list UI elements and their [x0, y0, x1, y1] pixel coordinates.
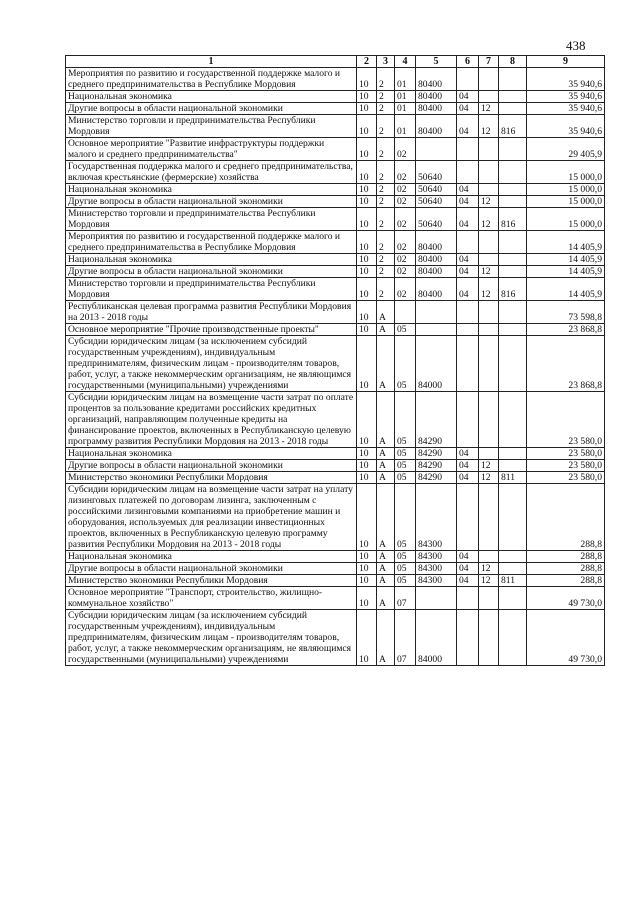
row-code-2: 2: [377, 161, 395, 184]
table-row: [66, 460, 605, 472]
row-code-1: 10: [357, 336, 377, 392]
row-code-3: 05: [395, 460, 416, 472]
row-code-2: 2: [377, 115, 395, 138]
row-code-2: А: [377, 301, 395, 324]
row-section: 04: [457, 278, 479, 301]
row-amount: 35 940,6: [527, 103, 605, 115]
table-row: [66, 278, 605, 301]
row-amount: 14 405,9: [527, 254, 605, 266]
row-name: Другие вопросы в области национальной экономики: [66, 266, 357, 278]
row-section: [457, 484, 479, 551]
row-code-1: 10: [357, 254, 377, 266]
row-code-3: 05: [395, 392, 416, 448]
row-code-4: 80400: [416, 91, 457, 103]
row-amount: 23 580,0: [527, 472, 605, 484]
row-subsection: [479, 184, 499, 196]
table-row: [66, 484, 605, 551]
row-code-3: 02: [395, 196, 416, 208]
row-name: Субсидии юридическим лицам (за исключением субсидий государственным учреждениям), индивидуальным предпринимателям, физическим лицам - производителям товаров, работ, услуг, а также некоммерческим организациям, не являющимся государственными (муниципальными) учреждениями: [66, 336, 357, 392]
row-subsection: [479, 324, 499, 336]
row-amount: 29 405,9: [527, 138, 605, 161]
row-amount: 15 000,0: [527, 196, 605, 208]
row-section: 04: [457, 551, 479, 563]
row-code-2: А: [377, 460, 395, 472]
column-header: 1: [66, 56, 357, 68]
column-header: 2: [357, 56, 377, 68]
row-name: Министерство торговли и предпринимательства Республики Мордовия: [66, 278, 357, 301]
row-code-1: 10: [357, 587, 377, 610]
row-name: Республиканская целевая программа развития Республики Мордовия на 2013 - 2018 годы: [66, 301, 357, 324]
table-row: [66, 91, 605, 103]
table-body: [66, 68, 605, 666]
row-code-1: 10: [357, 266, 377, 278]
row-amount: 73 598,8: [527, 301, 605, 324]
row-code-2: А: [377, 472, 395, 484]
row-ministry: [499, 448, 527, 460]
row-ministry: 816: [499, 208, 527, 231]
row-section: 04: [457, 196, 479, 208]
row-ministry: [499, 610, 527, 666]
row-code-3: 01: [395, 103, 416, 115]
row-amount: 35 940,6: [527, 115, 605, 138]
row-code-3: 01: [395, 68, 416, 91]
row-code-1: 10: [357, 460, 377, 472]
row-code-1: 10: [357, 138, 377, 161]
row-code-3: 05: [395, 551, 416, 563]
row-ministry: [499, 196, 527, 208]
column-header: 7: [479, 56, 499, 68]
table-row: [66, 301, 605, 324]
row-code-4: 84300: [416, 575, 457, 587]
row-code-1: 10: [357, 301, 377, 324]
row-code-4: 50640: [416, 196, 457, 208]
row-section: 04: [457, 103, 479, 115]
row-code-3: 02: [395, 184, 416, 196]
row-amount: 35 940,6: [527, 68, 605, 91]
row-section: [457, 324, 479, 336]
row-name: Министерство экономики Республики Мордовия: [66, 472, 357, 484]
table-row: [66, 448, 605, 460]
row-subsection: [479, 301, 499, 324]
row-amount: 23 580,0: [527, 448, 605, 460]
row-subsection: [479, 91, 499, 103]
row-code-2: 2: [377, 231, 395, 254]
row-code-1: 10: [357, 196, 377, 208]
row-ministry: [499, 231, 527, 254]
row-code-3: 02: [395, 278, 416, 301]
row-subsection: [479, 161, 499, 184]
row-subsection: 12: [479, 278, 499, 301]
row-code-3: 02: [395, 254, 416, 266]
row-amount: 49 730,0: [527, 587, 605, 610]
row-subsection: [479, 587, 499, 610]
row-ministry: 811: [499, 575, 527, 587]
row-code-4: 84290: [416, 392, 457, 448]
table-row: [66, 196, 605, 208]
row-code-4: 50640: [416, 184, 457, 196]
row-ministry: [499, 460, 527, 472]
row-code-1: 10: [357, 563, 377, 575]
row-subsection: [479, 484, 499, 551]
row-amount: 288,8: [527, 575, 605, 587]
row-ministry: [499, 551, 527, 563]
row-code-3: [395, 301, 416, 324]
row-name: Другие вопросы в области национальной экономики: [66, 196, 357, 208]
row-code-4: 80400: [416, 254, 457, 266]
row-ministry: 816: [499, 278, 527, 301]
row-ministry: [499, 184, 527, 196]
row-section: 04: [457, 563, 479, 575]
row-section: [457, 587, 479, 610]
row-subsection: [479, 392, 499, 448]
row-code-4: 84290: [416, 460, 457, 472]
row-code-3: 05: [395, 324, 416, 336]
row-name: Основное мероприятие "Транспорт, строительство, жилищно-коммунальное хозяйство": [66, 587, 357, 610]
row-code-2: 2: [377, 91, 395, 103]
row-ministry: [499, 266, 527, 278]
table-row: [66, 103, 605, 115]
row-section: [457, 336, 479, 392]
row-ministry: [499, 324, 527, 336]
table-row: [66, 392, 605, 448]
row-code-2: А: [377, 448, 395, 460]
row-code-2: А: [377, 336, 395, 392]
row-code-1: 10: [357, 278, 377, 301]
row-subsection: [479, 610, 499, 666]
table-row: [66, 472, 605, 484]
row-name: Национальная экономика: [66, 448, 357, 460]
row-ministry: 811: [499, 472, 527, 484]
row-code-3: 05: [395, 448, 416, 460]
row-code-4: 80400: [416, 115, 457, 138]
row-ministry: [499, 301, 527, 324]
row-amount: 15 000,0: [527, 184, 605, 196]
row-section: 04: [457, 254, 479, 266]
row-section: 04: [457, 115, 479, 138]
table-header-row: [66, 56, 605, 68]
row-name: Национальная экономика: [66, 254, 357, 266]
row-section: 04: [457, 448, 479, 460]
row-section: 04: [457, 266, 479, 278]
column-header: 8: [499, 56, 527, 68]
row-code-1: 10: [357, 231, 377, 254]
row-code-2: А: [377, 587, 395, 610]
row-subsection: [479, 231, 499, 254]
row-subsection: 12: [479, 460, 499, 472]
row-code-1: 10: [357, 68, 377, 91]
row-name: Национальная экономика: [66, 91, 357, 103]
table-row: [66, 254, 605, 266]
row-amount: 288,8: [527, 563, 605, 575]
row-subsection: [479, 448, 499, 460]
row-amount: 23 580,0: [527, 392, 605, 448]
row-ministry: [499, 587, 527, 610]
row-code-1: 10: [357, 575, 377, 587]
table-row: [66, 161, 605, 184]
budget-table: [65, 55, 605, 666]
table-row: [66, 208, 605, 231]
row-amount: 23 868,8: [527, 324, 605, 336]
row-code-4: 80400: [416, 266, 457, 278]
row-code-2: 2: [377, 138, 395, 161]
row-ministry: [499, 103, 527, 115]
row-name: Мероприятия по развитию и государственной поддержке малого и среднего предпринимательства в Республике Мордовия: [66, 231, 357, 254]
table-row: [66, 68, 605, 91]
row-code-1: 10: [357, 184, 377, 196]
row-code-3: 01: [395, 91, 416, 103]
row-code-4: 84300: [416, 484, 457, 551]
row-section: 04: [457, 91, 479, 103]
row-code-1: 10: [357, 551, 377, 563]
row-section: [457, 231, 479, 254]
row-subsection: [479, 336, 499, 392]
column-header: 4: [395, 56, 416, 68]
row-code-1: 10: [357, 484, 377, 551]
row-code-1: 10: [357, 472, 377, 484]
row-name: Субсидии юридическим лицам на возмещение части затрат по оплате процентов за пользование кредитами российских кредитных организаций, направляющим полученные кредиты на финансирование проектов, включенных в Республиканскую целевую программу развития Республики Мордовия на 2013 - 2018 годы: [66, 392, 357, 448]
row-code-1: 10: [357, 392, 377, 448]
row-code-3: 02: [395, 208, 416, 231]
row-code-1: 10: [357, 448, 377, 460]
row-code-4: 84000: [416, 610, 457, 666]
row-code-4: 84300: [416, 551, 457, 563]
row-code-4: [416, 301, 457, 324]
row-code-2: А: [377, 563, 395, 575]
row-code-2: 2: [377, 196, 395, 208]
row-subsection: [479, 254, 499, 266]
row-code-2: А: [377, 392, 395, 448]
row-amount: 49 730,0: [527, 610, 605, 666]
row-code-3: 02: [395, 231, 416, 254]
row-code-4: 84290: [416, 448, 457, 460]
row-ministry: [499, 563, 527, 575]
row-name: Министерство экономики Республики Мордовия: [66, 575, 357, 587]
row-subsection: 12: [479, 266, 499, 278]
row-code-2: 2: [377, 103, 395, 115]
table-row: [66, 184, 605, 196]
row-code-3: 02: [395, 138, 416, 161]
row-amount: 23 580,0: [527, 460, 605, 472]
row-amount: 23 868,8: [527, 336, 605, 392]
row-code-3: 02: [395, 161, 416, 184]
row-code-2: А: [377, 575, 395, 587]
row-code-1: 10: [357, 103, 377, 115]
row-code-2: 2: [377, 184, 395, 196]
row-name: Министерство торговли и предпринимательства Республики Мордовия: [66, 115, 357, 138]
row-amount: 14 405,9: [527, 231, 605, 254]
row-code-3: 05: [395, 575, 416, 587]
row-section: [457, 68, 479, 91]
row-code-2: А: [377, 610, 395, 666]
row-subsection: 12: [479, 103, 499, 115]
row-amount: 14 405,9: [527, 266, 605, 278]
row-code-2: 2: [377, 68, 395, 91]
row-code-1: 10: [357, 324, 377, 336]
row-code-1: 10: [357, 208, 377, 231]
row-section: 04: [457, 184, 479, 196]
table-row: [66, 575, 605, 587]
row-name: Министерство торговли и предпринимательства Республики Мордовия: [66, 208, 357, 231]
row-code-4: [416, 324, 457, 336]
row-subsection: 12: [479, 196, 499, 208]
row-code-4: 84000: [416, 336, 457, 392]
row-section: 04: [457, 208, 479, 231]
row-amount: 288,8: [527, 551, 605, 563]
row-code-2: 2: [377, 266, 395, 278]
row-name: Государственная поддержка малого и среднего предпринимательства, включая крестьянские (фермерские) хозяйства: [66, 161, 357, 184]
row-code-4: 50640: [416, 161, 457, 184]
row-name: Субсидии юридическим лицам на возмещение части затрат на уплату лизинговых платежей по договорам лизинга, заключенным с российскими лизинговыми компаниями на приобретение машин и оборудования, используемых для реализации инвестиционных проектов, включенных в Республиканскую целевую программу развития Республики Мордовия на 2013 - 2018 годы: [66, 484, 357, 551]
row-amount: 288,8: [527, 484, 605, 551]
row-name: Мероприятия по развитию и государственной поддержке малого и среднего предпринимательства в Республике Мордовия: [66, 68, 357, 91]
row-subsection: 12: [479, 208, 499, 231]
page-number: 438: [566, 38, 586, 53]
column-header: 9: [527, 56, 605, 68]
row-name: Основное мероприятие "Прочие производственные проекты": [66, 324, 357, 336]
row-name: Основное мероприятие "Развитие инфраструктуры поддержки малого и среднего предпринимательства": [66, 138, 357, 161]
row-name: Другие вопросы в области национальной экономики: [66, 460, 357, 472]
row-code-2: А: [377, 484, 395, 551]
column-header: 3: [377, 56, 395, 68]
row-section: [457, 610, 479, 666]
row-code-1: 10: [357, 115, 377, 138]
row-code-2: 2: [377, 254, 395, 266]
row-subsection: 12: [479, 563, 499, 575]
row-code-2: А: [377, 551, 395, 563]
table-row: [66, 115, 605, 138]
row-ministry: [499, 254, 527, 266]
row-code-4: 84300: [416, 563, 457, 575]
row-ministry: 816: [499, 115, 527, 138]
row-section: [457, 301, 479, 324]
row-subsection: 12: [479, 115, 499, 138]
row-ministry: [499, 484, 527, 551]
table-row: [66, 231, 605, 254]
row-code-3: 02: [395, 266, 416, 278]
row-code-1: 10: [357, 161, 377, 184]
row-code-2: 2: [377, 278, 395, 301]
table-row: [66, 551, 605, 563]
row-section: 04: [457, 575, 479, 587]
row-code-1: 10: [357, 91, 377, 103]
row-name: Другие вопросы в области национальной экономики: [66, 563, 357, 575]
row-code-3: 07: [395, 610, 416, 666]
row-ministry: [499, 336, 527, 392]
row-subsection: [479, 138, 499, 161]
row-code-3: 07: [395, 587, 416, 610]
table-row: [66, 610, 605, 666]
row-amount: 15 000,0: [527, 208, 605, 231]
row-section: [457, 161, 479, 184]
row-section: [457, 138, 479, 161]
row-code-3: 05: [395, 336, 416, 392]
row-code-4: 80400: [416, 68, 457, 91]
row-section: 04: [457, 472, 479, 484]
row-code-3: 05: [395, 484, 416, 551]
row-section: [457, 392, 479, 448]
row-code-3: 01: [395, 115, 416, 138]
column-header: 6: [457, 56, 479, 68]
row-code-3: 05: [395, 472, 416, 484]
table-row: [66, 266, 605, 278]
row-ministry: [499, 91, 527, 103]
table-row: [66, 587, 605, 610]
row-code-4: 80400: [416, 103, 457, 115]
table-row: [66, 324, 605, 336]
row-amount: 14 405,9: [527, 278, 605, 301]
table-row: [66, 138, 605, 161]
row-code-4: 84290: [416, 472, 457, 484]
row-subsection: [479, 551, 499, 563]
row-name: Национальная экономика: [66, 184, 357, 196]
row-amount: 15 000,0: [527, 161, 605, 184]
table-row: [66, 563, 605, 575]
row-amount: 35 940,6: [527, 91, 605, 103]
row-code-2: 2: [377, 208, 395, 231]
row-section: 04: [457, 460, 479, 472]
row-code-1: 10: [357, 610, 377, 666]
row-code-4: [416, 587, 457, 610]
row-name: Субсидии юридическим лицам (за исключением субсидий государственным учреждениям), индивидуальным предпринимателям, физическим лицам - производителям товаров, работ, услуг, а также некоммерческим организациям, не являющимся государственными (муниципальными) учреждениями: [66, 610, 357, 666]
row-ministry: [499, 138, 527, 161]
row-name: Другие вопросы в области национальной экономики: [66, 103, 357, 115]
row-ministry: [499, 392, 527, 448]
row-code-4: 80400: [416, 231, 457, 254]
row-code-4: [416, 138, 457, 161]
row-subsection: 12: [479, 472, 499, 484]
row-name: Национальная экономика: [66, 551, 357, 563]
row-code-2: А: [377, 324, 395, 336]
row-ministry: [499, 161, 527, 184]
row-ministry: [499, 68, 527, 91]
row-subsection: 12: [479, 575, 499, 587]
column-header: 5: [416, 56, 457, 68]
row-subsection: [479, 68, 499, 91]
row-code-3: 05: [395, 563, 416, 575]
row-code-4: 50640: [416, 208, 457, 231]
row-code-4: 80400: [416, 278, 457, 301]
table-row: [66, 336, 605, 392]
